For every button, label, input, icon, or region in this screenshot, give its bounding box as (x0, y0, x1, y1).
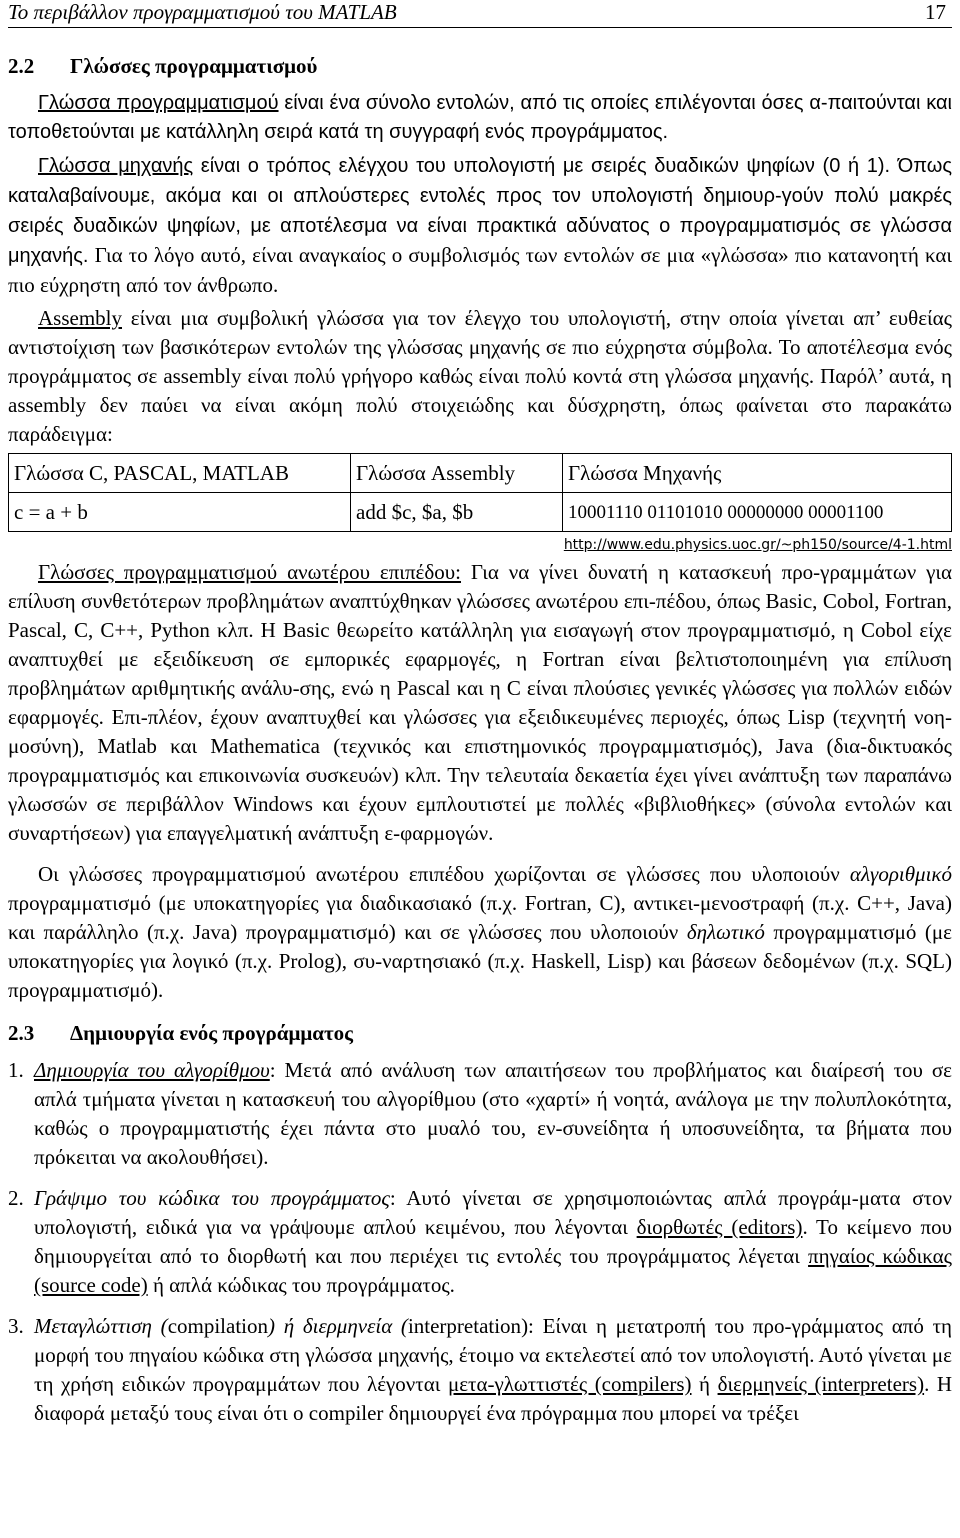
term-declarative: δηλωτικό (686, 920, 765, 944)
section-title: Δημιουργία ενός προγράμματος (70, 1021, 354, 1045)
source-link-line (8, 536, 952, 554)
section-number: 2.3 (8, 1021, 35, 1045)
step-title-term: interpretation (407, 1314, 522, 1338)
running-header (8, 0, 952, 28)
table-cell: 10001110 01101010 00000000 00001100 (563, 493, 952, 532)
term-assembly: Assembly (38, 306, 122, 330)
list-number: 1. (8, 1058, 24, 1082)
paragraph-high-level (8, 558, 952, 848)
program-creation-steps (8, 1056, 952, 1428)
paragraph-paradigms (8, 860, 952, 1005)
header-title: Το περιβάλλον προγραμματισμού του MATLAB (8, 0, 397, 24)
term-interpreters: διερμηνείς (interpreters) (717, 1372, 925, 1396)
term-compilers: μετα-γλωττιστές (compilers) (447, 1372, 692, 1396)
step-title: Μεταγλώττιση ( (34, 1314, 168, 1338)
section-title: Γλώσσες προγραμματισμού (70, 54, 318, 78)
step-text: ή απλά κώδικας του προγράμματος. (147, 1273, 455, 1297)
section-heading-2-2 (8, 52, 952, 81)
paragraph-text: Για να γίνει δυνατή η κατασκευή προ-γραμμάτων για επίλυση συνθετότερων προβλημάτων αναπτύχθηκαν γλώσσες ανωτέρου επι-πέδου, όπως Basic, Cobol, Fortran, Pascal, C, C++, Python κλπ. Η Basic θεωρείτο κατάλληλη για εισαγωγή στον προγραμματισμό, η Cobol είχε αναπτυχθεί με εξειδίκευση σε εμπορικές εφαρμογές, η Fortran είναι βελτιστοποιημένη για επίλυση προβλημάτων αριθμητικής ανάλυ-σης, ενώ η Pascal και η C είναι πλούσιες γενικές γλώσσες για πολλών ειδών εφαρμογές. Επι-πλέον, έχουν αναπτυχθεί και γλώσσες για εξειδικευμένες περιοχές, όπως Lisp (τεχνητή νοη-μοσύνη), Matlab και Mathematica (τεχνικός και επιστημονικός προγραμματισμός), Java (δια-δικτυακός προγραμματισμός και επικοινωνία συσκευών) κλπ. Την τελευταία δεκαετία έχει γίνει ανάπτυξη των παραπάνω γλωσσών σε περιβάλλον Windows και έχουν εμπλουτιστεί με πολλές «βιβλιοθήκες» (σύνολα εντολών και συναρτήσεων) για επαγγελματική ανάπτυξη ε-φαρμογών. (8, 560, 952, 845)
step-title: ) ή διερμηνεία ( (268, 1314, 408, 1338)
paragraph-text: Οι γλώσσες προγραμματισμού ανωτέρου επιπέδου χωρίζονται σε γλώσσες που υλοποιούν (38, 862, 850, 886)
step-text: : Μετά από ανάλυση των απαιτήσεων του προβλήματος και διαίρεσή του σε απλά τμήματα γίνεται η κατασκευή του αλγορίθμου (στο «χαρτί» ή νοητά, ανάλογα με την πολυπλοκότητα, καθώς ο προγραμματιστής έχει πάντα στο μυαλό του, εν-συνείδητα ή υποσυνείδητα, τα βήματα που πρόκειται να ακολουθήσει). (34, 1058, 952, 1169)
page-number: 17 (925, 0, 946, 24)
document-page (8, 0, 952, 1428)
paragraph-text: είναι μια συμβολική γλώσσα για τον έλεγχο του υπολογιστή, στην οποία γίνεται απ’ ευθείας αντιστοίχιση των βασικότερων εντολών της γλώσσας μηχανής σε πιο εύχρηστα σύμβολα. Το αποτέλεσμα ενός προγράμματος σε assembly είναι πολύ γρήγορο καθώς είναι πολύ κοντά στη γλώσσα μηχανής. Παρόλ’ αυτά, η assembly δεν παύει να είναι ακόμη πολύ στοιχειώδης και δύσχρηστη, όπως φαίνεται στο παρακάτω παράδειγμα: (8, 306, 952, 446)
list-item (8, 1056, 952, 1172)
paragraph-assembly (8, 304, 952, 449)
paragraph-text: προγραμματισμό (με υποκατηγορίες για λογικό (π.χ. Prolog), συ-ναρτησιακό (π.χ. Haskell, Lisp) και βάσεων δεδομένων (π.χ. SQL) προγραμματισμό). (8, 920, 953, 1002)
list-item (8, 1184, 952, 1300)
step-text: : Αυτό γίνεται σε χρησιμοποιώντας απλά προγράμ-ματα στον υπολογιστή, ειδικά για να γράψουμε απλού κειμένου, που λέγονται (34, 1186, 952, 1239)
term-machine-language: Γλώσσα μηχανής (38, 155, 194, 177)
step-text: ή (691, 1372, 718, 1396)
table-cell: c = a + b (9, 493, 351, 532)
term-programming-language: Γλώσσα προγραμματισμού (38, 92, 279, 114)
table-header-cell: Γλώσσα Μηχανής (563, 454, 952, 493)
list-number: 2. (8, 1186, 24, 1210)
paragraph-text: προγραμματισμό (με υποκατηγορίες για διαδικασιακό (π.χ. Fortran, C), αντικει-μενοστραφή (π.χ. C++, Java) και παράλληλο (π.χ. Java) προγραμματισμό) και σε γλώσσες που υλοποιούν (8, 891, 952, 944)
step-title-term: compilation (167, 1314, 269, 1338)
step-title: Δημιουργία του αλγορίθμου (34, 1058, 270, 1082)
step-text: . Η διαφορά μεταξύ τους είναι ότι ο compiler δημιουργεί ένα πρόγραμμα που μπορεί να τρέξει (34, 1372, 953, 1425)
list-item (8, 1312, 952, 1428)
term-high-level-languages: Γλώσσες προγραμματισμού ανωτέρου επιπέδου: (38, 560, 461, 584)
table-row (9, 493, 952, 532)
step-title: Γράψιμο του κώδικα του προγράμματος (34, 1186, 390, 1210)
list-number: 3. (8, 1314, 24, 1338)
term-editors: διορθωτές (editors) (636, 1215, 803, 1239)
table-cell: add $c, $a, $b (351, 493, 563, 532)
table-header-cell: Γλώσσα C, PASCAL, MATLAB (9, 454, 351, 493)
section-heading-2-3 (8, 1019, 952, 1048)
paragraph-text: είναι ένα σύνολο εντολών, από τις οποίες επιλέγονται όσες α-παιτούνται και τοποθετούνται με κατάλληλη σειρά κατά τη συγγραφή ενός προγράμματος. (8, 92, 952, 143)
section-number: 2.2 (8, 54, 35, 78)
paragraph-text-serif: Για το λόγο αυτό, είναι αναγκαίος ο συμβολισμός των εντολών σε μια «γλώσσα» πιο κατανοητή και πιο εύχρηστη από τον άνθρωπο. (8, 243, 952, 297)
term-source-code: πηγαίος κώδικας (source code) (34, 1244, 952, 1297)
table-header-cell: Γλώσσα Assembly (351, 454, 563, 493)
language-comparison-table (8, 453, 952, 532)
source-link[interactable]: http://www.edu.physics.uoc.gr/~ph150/source/4-1.html (563, 537, 952, 553)
paragraph-text-sans: είναι ο τρόπος ελέγχου του υπολογιστή με σειρές δυαδικών ψηφίων (0 ή 1). Όπως καταλαβαίνουμε, ακόμα και οι απλούστερες εντολές προς τον υπολογιστή δημιουρ-γούν πολύ μακρές σειρές δυαδικών ψηφίων, με αποτέλεσμα να είναι πρακτικά αδύνατος ο προγραμματισμός σε γλώσσα μηχανής. (8, 155, 952, 267)
table-header-row (9, 454, 952, 493)
step-text: ): Είναι η μετατροπή του προ-γράμματος από τη μορφή του πηγαίου κώδικα στη γλώσσα μηχανής, έτοιμο να εκτελεστεί από τον υπολογιστή. Αυτό γίνεται με τη χρήση ειδικών προγραμμάτων που λέγονται (34, 1314, 952, 1396)
paragraph-machine-language (8, 151, 952, 300)
term-algorithmic: αλγοριθμικό (849, 862, 952, 886)
paragraph-programming-language (8, 89, 952, 147)
step-text: . Το κείμενο που δημιουργείται από το διορθωτή και που περιέχει τις εντολές του προγράμματος λέγεται (34, 1215, 952, 1268)
